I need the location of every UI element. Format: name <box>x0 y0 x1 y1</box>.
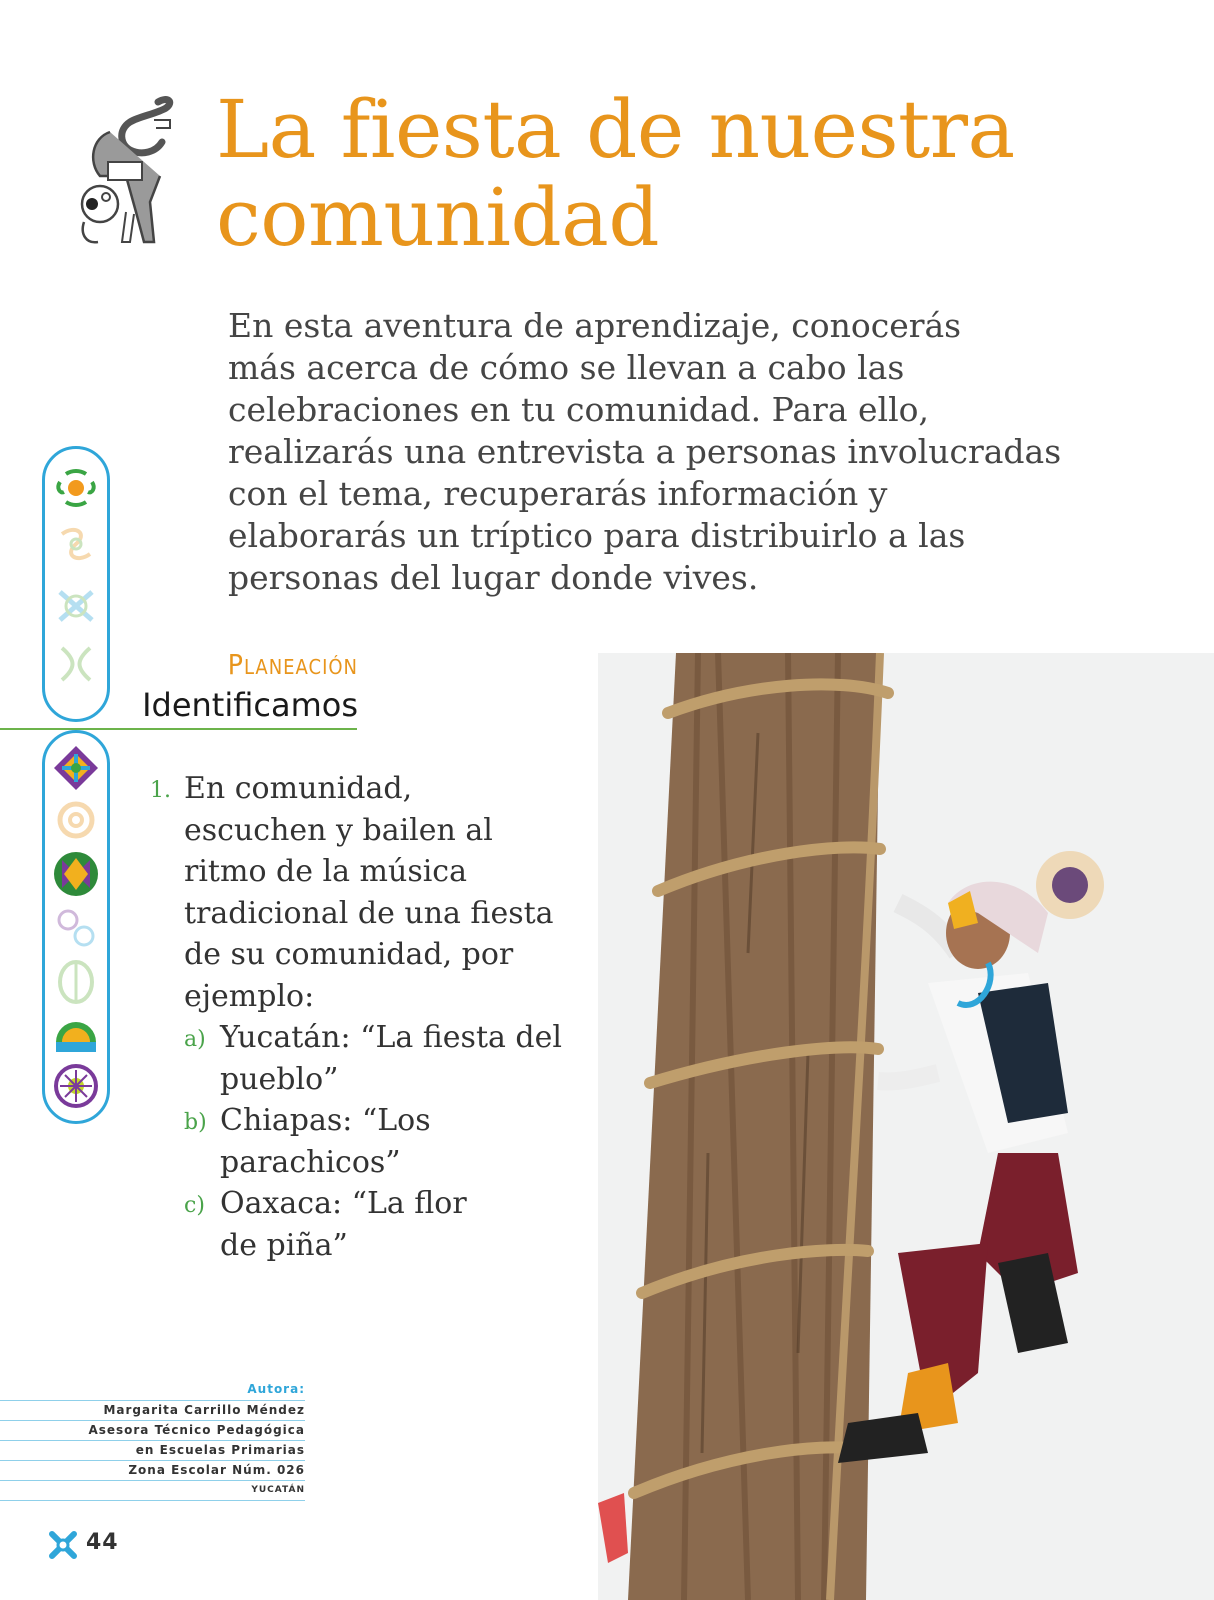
activity-list <box>150 768 570 1266</box>
page-mark-icon <box>48 1530 78 1560</box>
credits-line: Asesora Técnico Pedagógica <box>0 1420 305 1440</box>
item-number: 1. <box>150 778 171 803</box>
title-line-1: La fiesta de nuestra <box>216 83 1015 176</box>
glyph-figure-icon <box>70 92 178 252</box>
example-line: de piña” <box>220 1227 348 1263</box>
intro-line: celebraciones en tu comunidad. Para ello, <box>228 390 929 429</box>
page-number: 44 <box>86 1530 119 1555</box>
flower-stage-icon <box>52 464 100 512</box>
page-title <box>216 83 1015 264</box>
credits-line: Zona Escolar Núm. 026 <box>0 1460 305 1480</box>
item-line: ritmo de la música <box>184 854 467 889</box>
intro-line: personas del lugar donde vives. <box>228 558 759 597</box>
credits-line: YUCATÁN <box>0 1480 305 1501</box>
author-credits <box>0 1382 305 1501</box>
intro-paragraph <box>228 305 1098 599</box>
example-text <box>220 1100 431 1183</box>
example-line: parachicos” <box>220 1144 401 1180</box>
credits-heading: Autora: <box>247 1382 305 1396</box>
item-text <box>184 768 554 1017</box>
fan-stage-icon <box>52 1012 100 1060</box>
credits-line: Margarita Carrillo Méndez <box>0 1400 305 1420</box>
item-line: tradicional de una fiesta <box>184 895 554 931</box>
item-line: ejemplo: <box>184 978 315 1014</box>
knot-stage-icon <box>52 582 100 630</box>
figure-stage-icon <box>52 640 100 688</box>
section-label: Planeación <box>227 648 358 681</box>
section-rule <box>0 728 357 730</box>
leaf-stage-icon <box>52 958 100 1006</box>
intro-line: con el tema, recuperarás información y <box>228 474 888 513</box>
example-letter: a) <box>184 1027 206 1052</box>
example-letter: c) <box>184 1193 205 1218</box>
example-letter: b) <box>184 1110 207 1135</box>
item-line: En comunidad, <box>184 771 413 806</box>
example-line: Yucatán: “La fiesta del <box>220 1020 562 1055</box>
diamond-stage-icon <box>52 744 100 792</box>
sun-stage-icon <box>52 1062 100 1110</box>
example-text <box>220 1183 467 1266</box>
example-line: Chiapas: “Los <box>220 1103 431 1138</box>
example-line: Oaxaca: “La flor <box>220 1186 467 1221</box>
title-line-2: comunidad <box>216 171 660 264</box>
example-item-c <box>184 1183 570 1266</box>
intro-line: elaborarás un tríptico para distribuirlo a las <box>228 516 966 555</box>
volador-photo <box>598 653 1214 1600</box>
cross-stage-icon <box>52 850 100 898</box>
credits-line: en Escuelas Primarias <box>0 1440 305 1460</box>
list-item <box>150 768 570 1017</box>
section-subtitle: Identificamos <box>142 686 358 724</box>
example-text <box>220 1017 562 1100</box>
intro-line: En esta aventura de aprendizaje, conocerás <box>228 306 962 345</box>
intro-line: más acerca de cómo se llevan a cabo las <box>228 348 905 387</box>
loops-stage-icon <box>52 904 100 952</box>
example-line: pueblo” <box>220 1061 339 1097</box>
swirl-stage-icon <box>52 520 100 568</box>
item-line: escuchen y bailen al <box>184 812 493 848</box>
intro-line: realizarás una entrevista a personas involucradas <box>228 432 1062 471</box>
item-line: de su comunidad, por <box>184 937 514 972</box>
spiral-stage-icon <box>52 796 100 844</box>
example-item-b <box>184 1100 570 1183</box>
example-item-a <box>184 1017 570 1100</box>
